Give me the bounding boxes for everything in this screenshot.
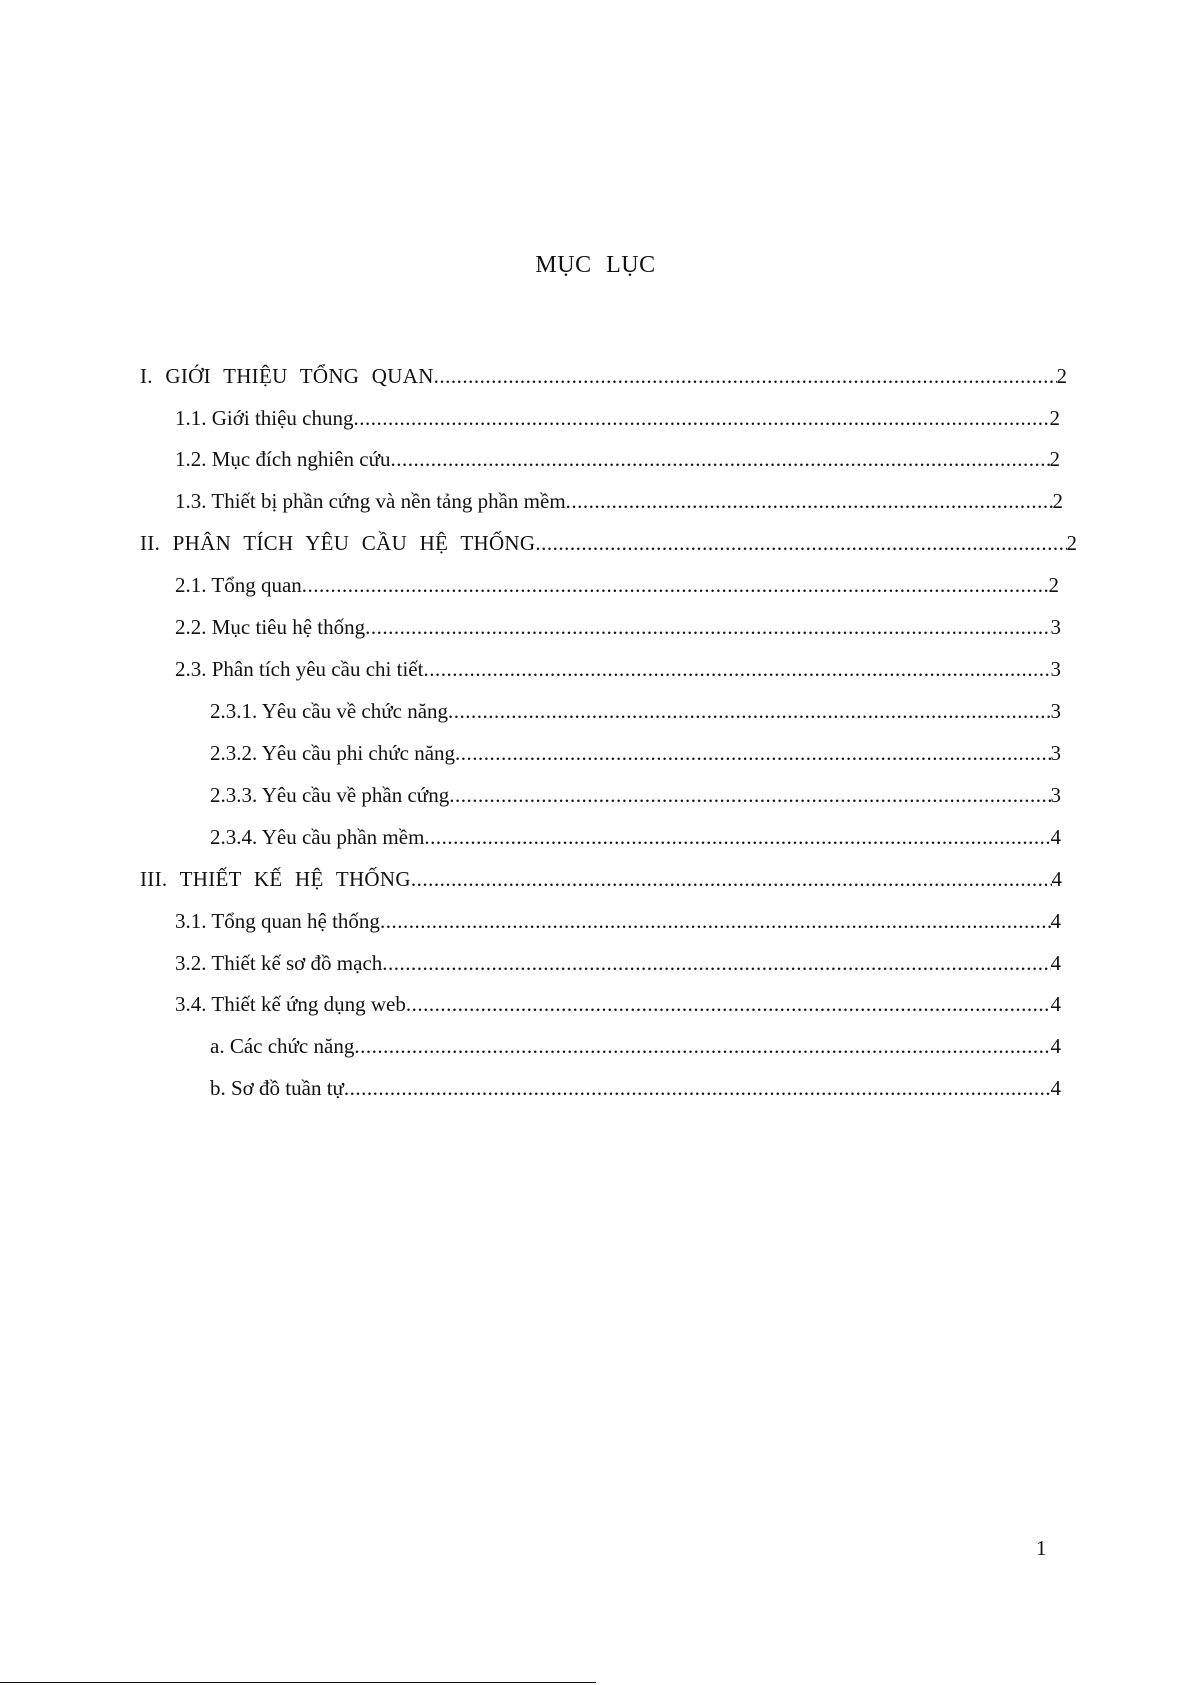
toc-entry-label: 2.3.2. Yêu cầu phi chức năng: [210, 741, 456, 765]
toc-entry-page: 3: [1050, 783, 1061, 807]
toc-leader-dots: [448, 698, 1050, 724]
toc-entry-label: 3.1. Tổng quan hệ thống: [175, 909, 380, 933]
toc-entry-2-3-4[interactable]: [210, 824, 1061, 850]
toc-entry-page: 3: [1050, 699, 1061, 723]
toc-entry-label: 2.1. Tổng quan: [175, 573, 302, 597]
toc-entry-page: 2: [1056, 364, 1067, 388]
toc-entry-page: 2: [1066, 531, 1077, 555]
toc-leader-dots: [354, 1033, 1050, 1059]
toc-entry-page: 4: [1050, 909, 1061, 933]
toc-entry-label: 3.2. Thiết kế sơ đồ mạch: [175, 951, 383, 975]
toc-leader-dots: [449, 782, 1050, 808]
toc-entry-page: 2: [1048, 573, 1059, 597]
toc-entry-section-1[interactable]: [140, 363, 1067, 389]
toc-entry-label: 1.1. Giới thiệu chung: [175, 406, 354, 430]
toc-entry-label: b. Sơ đồ tuần tự: [210, 1076, 344, 1100]
toc-entry-label: 1.2. Mục đích nghiên cứu: [175, 447, 391, 471]
toc-entry-3-2[interactable]: [175, 950, 1061, 976]
toc-entry-page: 4: [1050, 1034, 1061, 1058]
toc-entry-page: 3: [1050, 741, 1061, 765]
toc-entry-2-3[interactable]: [175, 656, 1061, 682]
toc-entry-page: 4: [1050, 951, 1061, 975]
toc-leader-dots: [566, 488, 1053, 514]
toc-entry-label: 2.3.4. Yêu cầu phần mềm: [210, 825, 425, 849]
toc-leader-dots: [535, 530, 1066, 556]
toc-entry-1-3[interactable]: [175, 488, 1063, 514]
toc-entry-page: 2: [1052, 489, 1063, 513]
toc-entry-page: 3: [1050, 657, 1061, 681]
toc-entry-section-2[interactable]: [140, 530, 1077, 556]
toc-leader-dots: [423, 656, 1050, 682]
toc-leader-dots: [411, 866, 1052, 892]
toc-entry-label: 2.2. Mục tiêu hệ thống: [175, 615, 366, 639]
toc-leader-dots: [406, 991, 1051, 1017]
toc-leader-dots: [434, 363, 1057, 389]
toc-entry-3-4-b[interactable]: [210, 1075, 1061, 1101]
toc-entry-2-3-1[interactable]: [210, 698, 1061, 724]
toc-entry-2-1[interactable]: [175, 572, 1059, 598]
toc-leader-dots: [365, 614, 1050, 640]
toc-entry-page: 4: [1050, 992, 1061, 1016]
toc-entry-page: 2: [1049, 406, 1060, 430]
toc-entry-label: 3.4. Thiết kế ứng dụng web: [175, 992, 406, 1016]
toc-entry-3-4[interactable]: [175, 991, 1061, 1017]
toc-leader-dots: [344, 1075, 1051, 1101]
footer-divider: [0, 1682, 596, 1683]
toc-leader-dots: [424, 824, 1050, 850]
page-number: 1: [1036, 1536, 1047, 1560]
toc-entry-label: 1.3. Thiết bị phần cứng và nền tảng phần mềm: [175, 489, 566, 513]
toc-entry-3-1[interactable]: [175, 908, 1061, 934]
toc-entry-2-3-3[interactable]: [210, 782, 1061, 808]
toc-entry-page: 2: [1049, 447, 1060, 471]
toc-entry-label: I. GIỚI THIỆU TỔNG QUAN: [140, 364, 434, 388]
toc-leader-dots: [302, 572, 1049, 598]
toc-leader-dots: [380, 908, 1051, 934]
toc-entry-label: 2.3.1. Yêu cầu về chức năng: [210, 699, 449, 723]
toc-entry-section-3[interactable]: [140, 866, 1062, 892]
toc-entry-2-3-2[interactable]: [210, 740, 1061, 766]
toc-title: MỤC LỤC: [535, 252, 656, 278]
toc-leader-dots: [382, 950, 1050, 976]
toc-entry-label: III. THIẾT KẾ HỆ THỐNG: [140, 867, 411, 891]
toc-leader-dots: [455, 740, 1050, 766]
toc-entry-label: 2.3.3. Yêu cầu về phần cứng: [210, 783, 450, 807]
toc-leader-dots: [391, 446, 1050, 472]
toc-entry-page: 4: [1051, 867, 1062, 891]
toc-entry-label: a. Các chức năng: [210, 1034, 355, 1058]
toc-entry-page: 4: [1050, 1076, 1061, 1100]
toc-entry-3-4-a[interactable]: [210, 1033, 1061, 1059]
toc-entry-1-2[interactable]: [175, 446, 1060, 472]
toc-entry-label: 2.3. Phân tích yêu cầu chi tiết: [175, 657, 424, 681]
toc-leader-dots: [354, 405, 1050, 431]
toc-entry-label: II. PHÂN TÍCH YÊU CẦU HỆ THỐNG: [140, 531, 536, 555]
toc-entry-page: 3: [1050, 615, 1061, 639]
toc-entry-2-2[interactable]: [175, 614, 1061, 640]
toc-entry-page: 4: [1050, 825, 1061, 849]
toc-entry-1-1[interactable]: [175, 405, 1060, 431]
